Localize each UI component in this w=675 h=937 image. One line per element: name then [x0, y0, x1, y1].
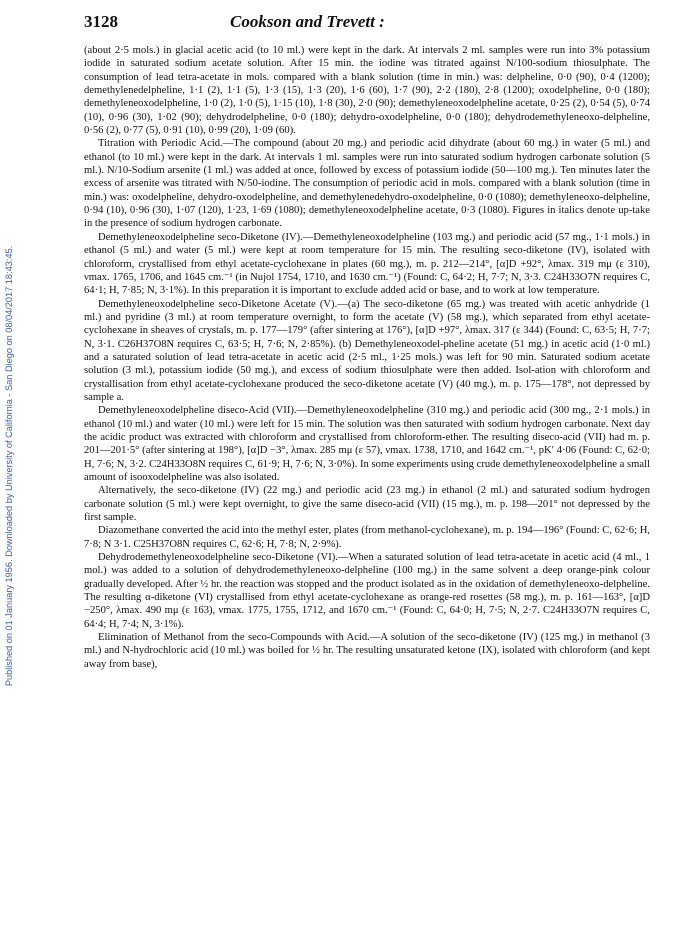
publication-sidebar	[2, 116, 16, 816]
paragraph-elimination: Elimination of Methanol from the seco-Compounds with Acid.—A solution of the seco-diketone (IV) (125 mg.) in methanol (3 ml.) and N-hydrochloric acid (10 ml.) was boiled for ½ hr. The resulting unsaturated ketone (IX), isolated with chloroform (and kept away from base),	[84, 632, 650, 670]
paragraph-seco-diketone: Demethyleneoxodelpheline seco-Diketone (IV).—Demethyleneoxodelpheline (103 mg.) and periodic acid (57 mg., 1·1 mols.) in ethanol (5 ml.) and water (5 ml.) were kept at room temperature for 15 min. The resulting seco-diketone (IV), isolated with chloroform, crystallised from ethyl acetate-cyclohexane in plates (60 mg.), m. p. 212—214°, [α]D +92°, λmax. 319 mμ (ε 310), νmax. 1765, 1706, and 1645 cm.⁻¹ (in Nujol 1754, 1710, and 1630 cm.⁻¹) (Found: C, 64·2; H, 7·7; N, 3·3. C24H33O7N requires C, 64·1; H, 7·85; N, 3·1%). In this preparation it is important to exclude added acid or base, and to work at low temperature.	[84, 231, 650, 297]
paragraph-alternative: Alternatively, the seco-diketone (IV) (22 mg.) and periodic acid (23 mg.) in ethanol (2 ml.) and saturated sodium hydrogen carbonate solution (5 ml.) were kept overnight, to give the same diseco-acid (VII) (15 mg.), m. p. 198—201° not depressed by the first sample.	[84, 485, 650, 524]
paragraph-diseco-acid: Demethyleneoxodelpheline diseco-Acid (VII).—Demethyleneoxodelpheline (310 mg.) and periodic acid (300 mg., 2·1 mols.) in ethanol (10 ml.) and water (10 ml.) were left for 15 min. The solution was then saturated with sodium hydrogen carbonate. Next day the acidic product was extracted with chloroform and crystallised from chloroform-ether. The resulting diseco-acid (VII) had m. p. 201—201·5° (after sintering at 198°), [α]D −3°, λmax. 285 mμ (ε 57), νmax. 1738, 1710, and 1642 cm.⁻¹, pK′ 4·06 (Found: C, 62·0; H, 7·6; N, 3·2. C24H33O8N requires C, 61·9; H, 7·6; N, 3·0%). In some experiments using crude demethyleneoxodelpheline a small amount of isooxodelpheline was also isolated.	[84, 405, 650, 483]
page-number: 3128	[84, 12, 118, 31]
paragraph-seco-diketone-acetate: Demethyleneoxodelpheline seco-Diketone Acetate (V).—(a) The seco-diketone (65 mg.) was treated with acetic anhydride (1 ml.) and pyridine (3 ml.) at room temperature overnight, to form the acetate (V) (58 mg.), which separated from ethyl acetate-cyclohexane in sheaves of crystals, m. p. 177—179° (after sintering at 176°), [α]D +97°, λmax. 317 (ε 344) (Found: C, 63·5; H, 7·7; N, 3·1. C26H37O8N requires C, 63·5; H, 7·6; N, 2·85%). (b) Demethyleneoxodel-pheline acetate (51 mg.) in acetic acid (1·0 ml.) and a saturated solution of lead tetra-acetate in acetic acid (2·5 ml., 1·25 mols.) was left for 90 min. Saturated sodium acetate solution (3 ml.), potassium iodide (50 mg.), and excess of sodium thiosulphate were then added. Isol-ation with chloroform and crystallisation from ethyl acetate-cyclohexane produced the seco-diketone acetate (V) (40 mg.), m. p. 175—178°, not depressed by sample a.	[84, 298, 650, 403]
download-notice-link[interactable]: Published on 01 January 1956. Downloaded by University of California - San Diego on 08/04/2017 18:43:45.	[4, 245, 14, 687]
paragraph-lead-titration: (about 2·5 mols.) in glacial acetic acid (to 10 ml.) were kept in the dark. At intervals 2 ml. samples were run into 3% potassium iodide in saturated sodium acetate solution. After 15 min. the iodine was titrated against N/100-sodium thiosulphate. The consumption of lead tetra-acetate in mols. compared with a blank solution (time in min.) was: delpheline, 0·0 (90), 0·4 (1200); demethylenedelpheline, 1·1 (2), 1·1 (5), 1·3 (15), 1·3 (20), 1·6 (60), 1·7 (90), 2·2 (180), 2·8 (1200); oxodelpheline, 0·0 (180); demethyleneoxodelpheline, 1·0 (2), 1·0 (5), 1·15 (10), 1·8 (30), 2·0 (90); demethyleneoxodelpheline acetate, 0·25 (2), 0·54 (5), 0·74 (10), 0·96 (30), 1·02 (90); dehydrodelpheline, 0·0 (180); dehydro-oxodelpheline, 0·0 (180); dehydrodemethyleneoxo-delpheline, 0·56 (2), 0·77 (5), 0·91 (10), 0·99 (20), 1·09 (60).	[84, 45, 650, 137]
paragraph-periodic-acid: Titration with Periodic Acid.—The compound (about 20 mg.) and periodic acid dihydrate (about 60 mg.) in water (5 ml.) and ethanol (to 10 ml.) were kept in the dark. At intervals 1 ml. samples were run into saturated sodium hydrogen carbonate solution (5 ml.). N/10-Sodium arsenite (1 ml.) was added at once, followed by excess of potassium iodide (50—100 mg.). Ten minutes later the excess of arsenite was titrated with N/50-iodine. The consumption of periodic acid in mols. compared with a blank solution (time in min.) was: oxodelpheline, dehydro-oxodelpheline, and demethylenedehydro-oxodelpheline, 0·0 (1080); demethyleneoxo-delpheline, 0·94 (10), 0·96 (30), 1·07 (120), 1·23, 1·69 (1080); demethyleneoxodelpheline acetate, 0·3 (1080). Figures in italics denote up-take in the presence of sodium hydrogen carbonate.	[84, 138, 650, 230]
article-body	[84, 44, 650, 671]
running-header	[60, 12, 620, 34]
paragraph-dehydro-seco-diketone: Dehydrodemethyleneoxodelpheline seco-Diketone (VI).—When a saturated solution of lead tetra-acetate in acetic acid (4 ml., 1 mol.) was added to a solution of dehydrodemethyleneoxo-delpheline (100 mg.) in the same solvent a deep orange-pink colour gradually developed. After ½ hr. the reaction was stopped and the product isolated as in the oxidation of demethyleneoxo-delpheline. The resulting α-diketone (VI) crystallised from ethyl acetate-cyclohexane as orange-red rosettes (58 mg.), m. p. 161—163°, [α]D −250°, λmax. 490 mμ (ε 163), νmax. 1775, 1755, 1712, and 1670 cm.⁻¹ (Found: C, 64·0; H, 7·5; N, 2·7. C24H33O7N requires C, 64·4; H, 7·4; N, 3·1%).	[84, 552, 650, 630]
running-title: Cookson and Trevett :	[230, 12, 385, 31]
paragraph-methyl-ester: Diazomethane converted the acid into the methyl ester, plates (from methanol-cyclohexane), m. p. 194—196° (Found: C, 62·6; H, 7·8; N 3·1. C25H37O8N requires C, 62·6; H, 7·8; N, 2·9%).	[84, 525, 650, 550]
